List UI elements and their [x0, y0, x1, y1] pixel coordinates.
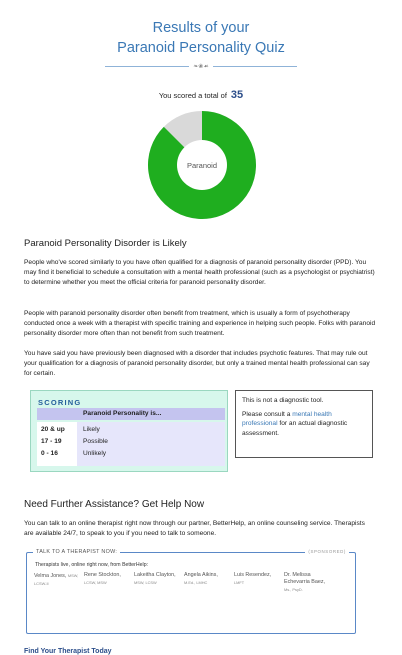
result-heading: Paranoid Personality Disorder is Likely — [24, 238, 187, 249]
scoring-result: Unlikely — [83, 450, 107, 457]
therapist-card[interactable] — [34, 572, 80, 588]
score-value: 35 — [230, 89, 244, 101]
scoring-range: 17 - 19 — [41, 438, 62, 445]
ornament-icon: ❧❀☙ — [189, 62, 213, 71]
therapist-card[interactable] — [234, 572, 282, 587]
disclaimer-box — [235, 390, 373, 458]
result-paragraph: People who've scored similarly to you have often qualified for a diagnosis of paranoid personality disorder (PPD). You may find it beneficial to schedule a consultation with a mental health professional (such as a psychologist or psychiatrist) to determine whether you meet the official criteria for paranoid personality disorder. — [24, 259, 375, 287]
therapist-name: Angela Aikins, — [184, 572, 218, 578]
find-therapist-link[interactable]: Find Your Therapist Today — [24, 648, 112, 655]
title-line-2: Paranoid Personality Quiz — [117, 40, 285, 56]
scoring-column-header: Paranoid Personality is... — [83, 410, 162, 417]
score-summary — [0, 89, 402, 101]
therapist-name: Rene Stockton, — [84, 572, 121, 578]
therapist-credentials: LMFT — [234, 580, 245, 585]
scoring-range: 20 & up — [41, 426, 65, 433]
result-paragraph: People with paranoid personality disorder often benefit from treatment, which is usually a form of psychotherapy conducted once a week with a therapist with specific training and experience in helping such people. Folks with paranoid personality disorder more often than not benefit from such treatment. — [24, 310, 376, 338]
therapist-widget-subheader: Therapists live, online right now, from BetterHelp: — [35, 562, 149, 568]
therapist-name: Luis Resendez, — [234, 572, 272, 578]
therapist-card[interactable] — [184, 572, 230, 587]
score-donut-chart — [148, 111, 256, 219]
therapist-name: Velma Jones, — [34, 573, 67, 579]
scoring-range: 0 - 16 — [41, 450, 58, 457]
therapist-card[interactable] — [84, 572, 130, 587]
therapist-card[interactable] — [134, 572, 182, 587]
sponsored-label: (SPONSORED) — [305, 549, 349, 554]
page-title — [0, 18, 402, 58]
therapist-credentials: LCSW, MSW — [84, 580, 107, 585]
therapist-credentials: MSW, LCSW — [134, 580, 157, 585]
scoring-label: SCORING — [38, 398, 82, 407]
assistance-heading: Need Further Assistance? Get Help Now — [24, 499, 205, 510]
disclaimer-pre: Please consult a — [242, 410, 293, 418]
scoring-result: Possible — [83, 438, 108, 445]
therapist-name: Lakeitha Clayton, — [134, 572, 176, 578]
therapist-credentials: Ms., PsyD. — [284, 587, 303, 592]
therapist-widget-header: TALK TO A THERAPIST NOW: — [33, 549, 120, 555]
disclaimer-post: for an actual diagnostic assessment. — [242, 420, 348, 437]
therapist-widget[interactable] — [26, 549, 356, 634]
therapist-credentials: M.Ed., LMHC — [184, 580, 208, 585]
mental-health-professional-link[interactable]: mental health professional — [242, 410, 332, 427]
disclaimer-line: This is not a diagnostic tool. — [242, 397, 324, 404]
donut-label: Paranoid — [186, 161, 218, 170]
scoring-result: Likely — [83, 426, 100, 433]
title-line-1: Results of your — [152, 20, 250, 36]
therapist-card[interactable] — [284, 572, 332, 594]
scoring-row — [37, 436, 225, 448]
scoring-header — [37, 408, 225, 420]
scoring-row — [37, 424, 225, 436]
disclaimer-text — [242, 410, 366, 439]
scoring-row — [37, 448, 225, 460]
therapist-credentials: LCSW-II — [34, 581, 49, 586]
therapist-name: Dr. Melissa Echevarria Baez, — [284, 572, 326, 585]
scoring-table — [30, 390, 228, 472]
scoring-rows — [37, 422, 225, 466]
assistance-text: You can talk to an online therapist right now through our partner, BetterHelp, an online counseling service. Therapists are available 24/7, to speak to you if you need to talk to someone. — [24, 520, 365, 538]
therapist-credentials-inline: MSW, — [67, 573, 79, 578]
score-prefix: You scored a total of — [158, 91, 227, 100]
result-paragraph: You have said you have previously been diagnosed with a disorder that includes psychotic features. That may rule out your qualification for a diagnosis of paranoid personality disorder, but only a trained mental health professional can say for certain. — [24, 350, 370, 378]
